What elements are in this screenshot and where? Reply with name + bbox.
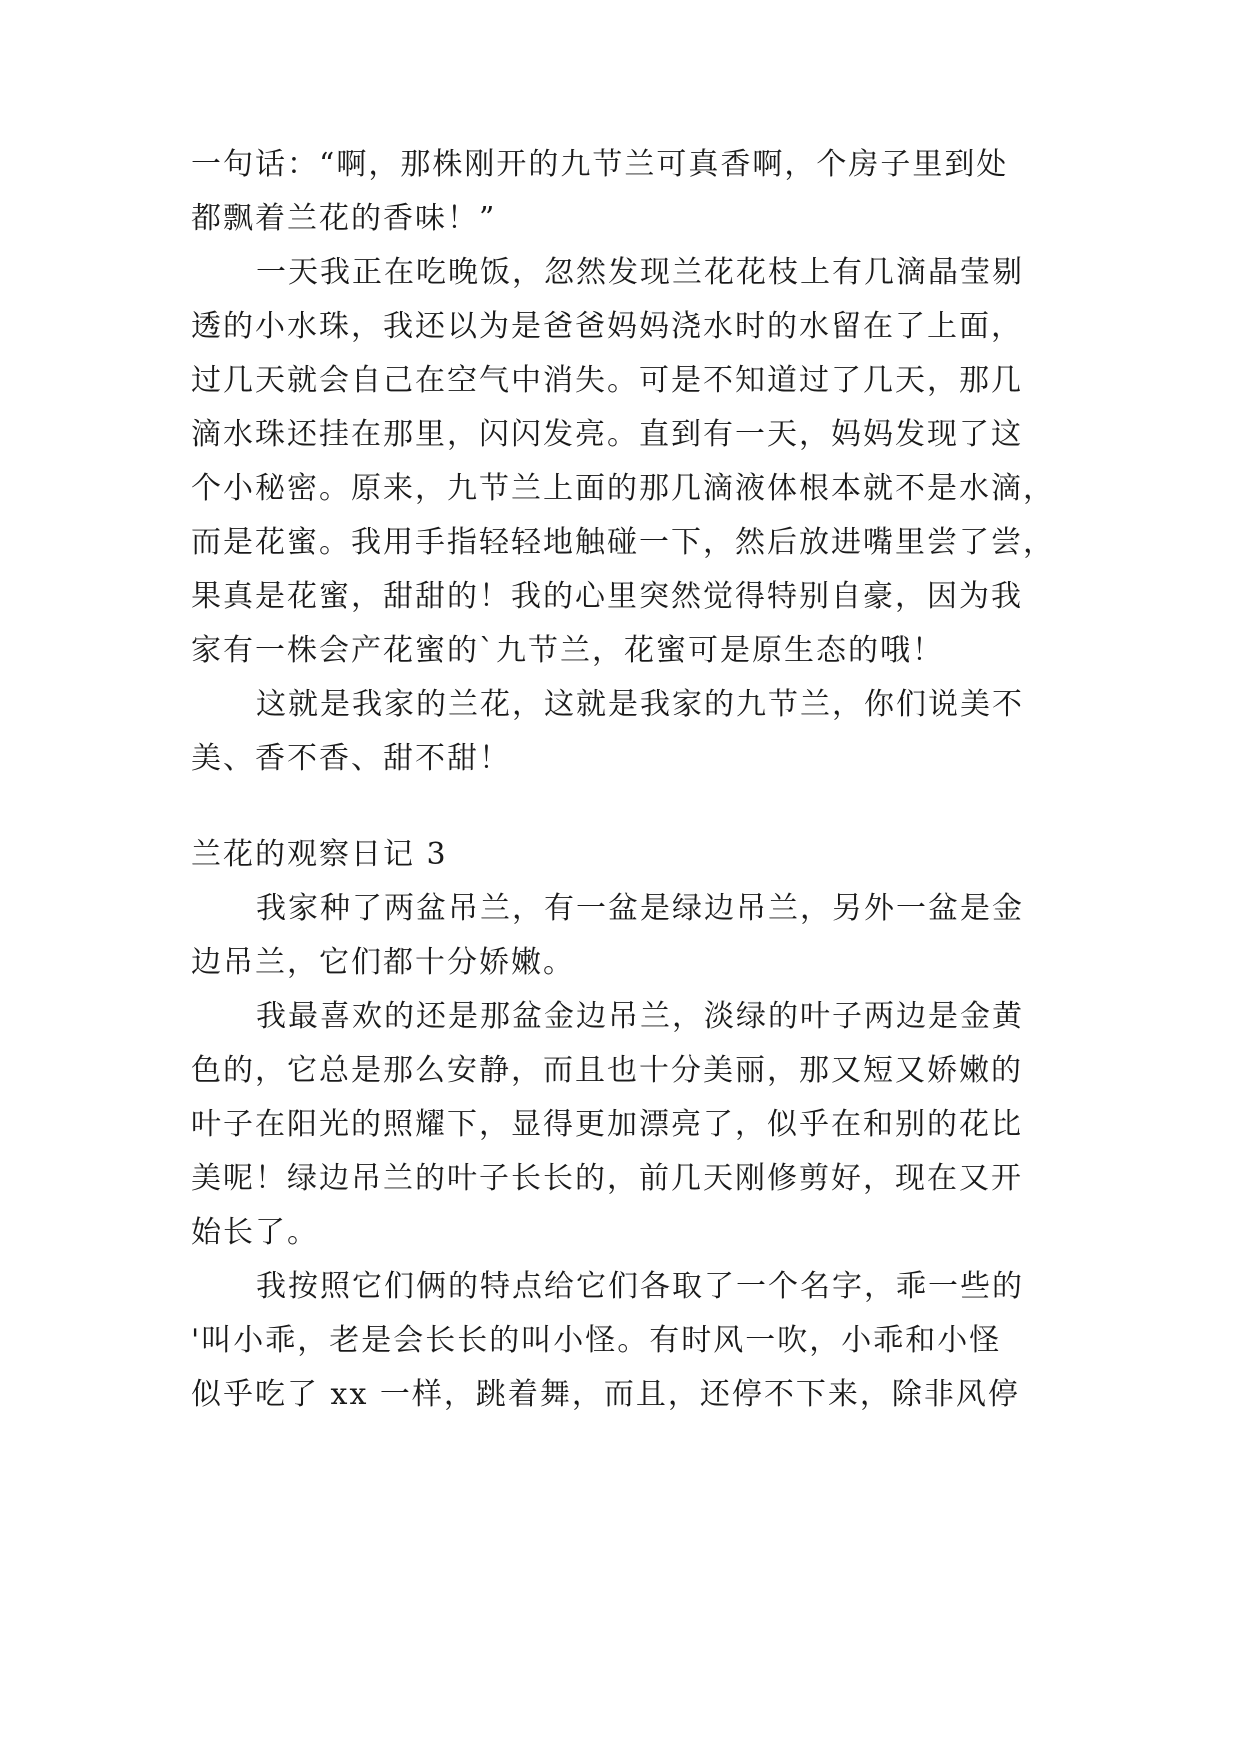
text-line: 美呢！绿边吊兰的叶子长长的，前几天刚修剪好，现在又开 xyxy=(191,1161,1023,1196)
paragraph-start-line: 我按照它们俩的特点给它们各取了一个名字，乖一些的 xyxy=(256,1269,1024,1304)
text-line: 果真是花蜜，甜甜的！我的心里突然觉得特别自豪，因为我 xyxy=(191,579,1023,614)
text-line: 而是花蜜。我用手指轻轻地触碰一下，然后放进嘴里尝了尝， xyxy=(191,525,1055,560)
text-line: 家有一株会产花蜜的`九节兰，花蜜可是原生态的哦！ xyxy=(191,633,944,668)
text-line: 过几天就会自己在空气中消失。可是不知道过了几天，那几 xyxy=(191,363,1023,398)
text-line: 一句话：“啊，那株刚开的九节兰可真香啊，个房子里到处 xyxy=(191,147,1009,182)
text-line: 叶子在阳光的照耀下，显得更加漂亮了，似乎在和别的花比 xyxy=(191,1107,1023,1142)
text-line: 透的小水珠，我还以为是爸爸妈妈浇水时的水留在了上面， xyxy=(191,309,1023,344)
text-line: 滴水珠还挂在那里，闪闪发亮。直到有一天，妈妈发现了这 xyxy=(191,417,1023,452)
paragraph-start-line: 我最喜欢的还是那盆金边吊兰，淡绿的叶子两边是金黄 xyxy=(256,999,1024,1034)
text-line: 个小秘密。原来，九节兰上面的那几滴液体根本就不是水滴， xyxy=(191,471,1055,506)
text-line: '叫小乖，老是会长长的叫小怪。有时风一吹，小乖和小怪 xyxy=(191,1323,1002,1358)
paragraph-start-line: 这就是我家的兰花，这就是我家的九节兰，你们说美不 xyxy=(256,687,1024,722)
paragraph-start-line: 我家种了两盆吊兰，有一盆是绿边吊兰，另外一盆是金 xyxy=(256,891,1024,926)
text-line: 边吊兰，它们都十分娇嫩。 xyxy=(191,945,575,980)
text-line: 似乎吃了 xx 一样，跳着舞，而且，还停不下来，除非风停 xyxy=(191,1377,1020,1412)
text-line: 始长了。 xyxy=(191,1215,319,1250)
section-heading: 兰花的观察日记 3 xyxy=(191,837,448,872)
text-line: 色的，它总是那么安静，而且也十分美丽，那又短又娇嫩的 xyxy=(191,1053,1023,1088)
text-line: 都飘着兰花的香味！” xyxy=(191,201,497,236)
paragraph-start-line: 一天我正在吃晚饭，忽然发现兰花花枝上有几滴晶莹剔 xyxy=(256,255,1024,290)
text-line: 美、香不香、甜不甜！ xyxy=(191,741,511,776)
